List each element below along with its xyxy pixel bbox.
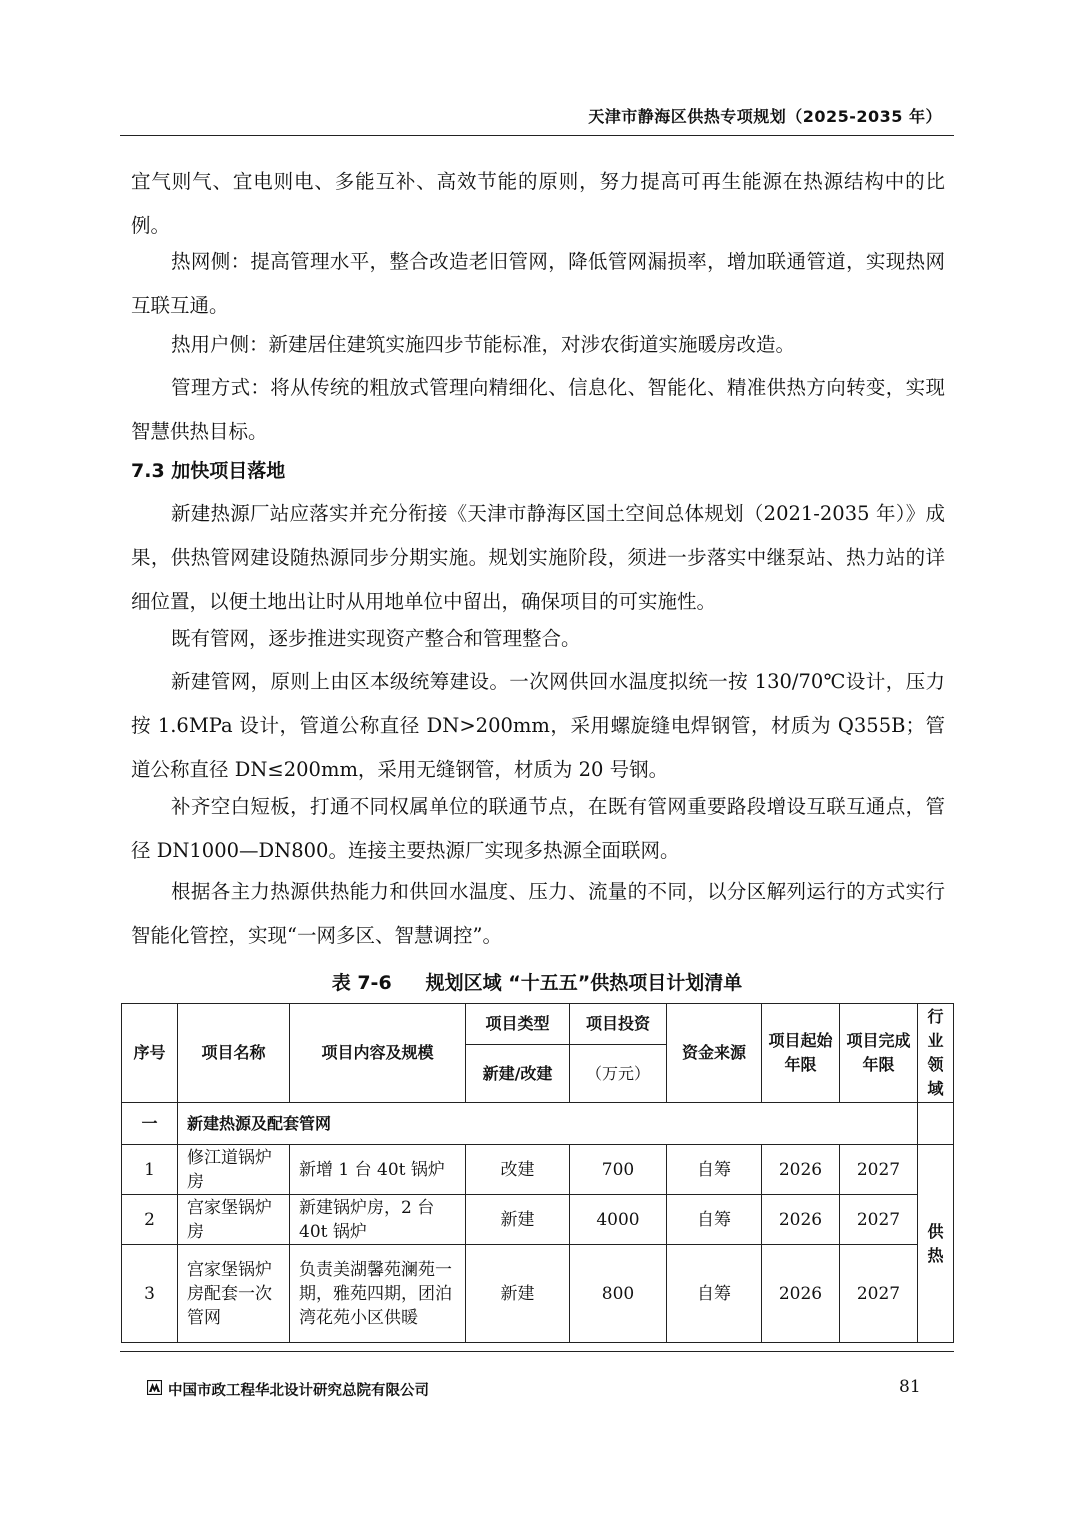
paragraph: 热用户侧：新建居住建筑实施四步节能标准，对涉农街道实施暖房改造。 [171, 333, 796, 356]
paragraph: 热网侧：提高管理水平，整合改造老旧管网，降低管网漏损率，增加联通管道，实现热网互联互通。 [131, 250, 945, 317]
table-caption-number: 表 7-6 [331, 972, 392, 994]
header-invest-unit: （万元） [570, 1045, 667, 1103]
header-end: 项目完成年限 [840, 1004, 918, 1103]
row-name: 修江道锅炉房 [178, 1145, 290, 1195]
header-type-sub: 新建/改建 [466, 1045, 570, 1103]
row-content: 新增 1 台 40t 锅炉 [290, 1145, 466, 1195]
header-industry: 行 业 领 域 [918, 1004, 954, 1103]
paragraph: 既有管网，逐步推进实现资产整合和管理整合。 [171, 627, 581, 650]
row-invest: 4000 [570, 1195, 667, 1245]
row-type: 改建 [466, 1145, 570, 1195]
page-number: 81 [899, 1377, 921, 1397]
group-industry [918, 1103, 954, 1145]
table-row [122, 1195, 954, 1245]
header-invest: 项目投资 [570, 1004, 667, 1045]
company-logo-icon [147, 1380, 162, 1395]
row-type: 新建 [466, 1195, 570, 1245]
table-row [122, 1245, 954, 1343]
paragraph: 根据各主力热源供热能力和供回水温度、压力、流量的不同，以分区解列运行的方式实行智能化管控，实现“一网多区、智慧调控”。 [131, 880, 945, 947]
header-no: 序号 [122, 1004, 178, 1103]
page-header-title: 天津市静海区供热专项规划（2025-2035 年） [588, 107, 942, 126]
row-no: 2 [122, 1195, 178, 1245]
header-name: 项目名称 [178, 1004, 290, 1103]
section-heading: 7.3 加快项目落地 [131, 460, 286, 482]
row-fund: 自筹 [667, 1145, 762, 1195]
header-content: 项目内容及规模 [290, 1004, 466, 1103]
paragraph: 补齐空白短板，打通不同权属单位的联通节点，在既有管网重要路段增设互联互通点，管径 DN1000—DN800。连接主要热源厂实现多热源全面联网。 [131, 795, 945, 862]
row-start: 2026 [762, 1145, 840, 1195]
table-row [122, 1145, 954, 1195]
row-end: 2027 [840, 1245, 918, 1343]
paragraph: 宜气则气、宜电则电、多能互补、高效节能的原则，努力提高可再生能源在热源结构中的比例。 [131, 170, 945, 237]
row-no: 3 [122, 1245, 178, 1343]
group-name: 新建热源及配套管网 [178, 1103, 918, 1145]
row-start: 2026 [762, 1245, 840, 1343]
row-name: 宫家堡锅炉房配套一次管网 [178, 1245, 290, 1343]
table-caption-title: 规划区域 “十五五”供热项目计划清单 [425, 972, 743, 994]
row-name: 宫家堡锅炉房 [178, 1195, 290, 1245]
row-end: 2027 [840, 1145, 918, 1195]
row-no: 1 [122, 1145, 178, 1195]
table-caption [0, 968, 1074, 995]
row-start: 2026 [762, 1195, 840, 1245]
header-type: 项目类型 [466, 1004, 570, 1045]
project-plan-table [121, 1003, 954, 1343]
paragraph: 管理方式：将从传统的粗放式管理向精细化、信息化、智能化、精准供热方向转变，实现智慧供热目标。 [131, 376, 945, 443]
row-content: 新建锅炉房，2 台 40t 锅炉 [290, 1195, 466, 1245]
industry-cell: 供 热 [918, 1145, 954, 1343]
footer-divider [120, 1351, 954, 1352]
row-content: 负责美湖馨苑澜苑一期，雅苑四期，团泊湾花苑小区供暖 [290, 1245, 466, 1343]
header-divider [120, 135, 954, 136]
header-fund: 资金来源 [667, 1004, 762, 1103]
row-invest: 800 [570, 1245, 667, 1343]
row-invest: 700 [570, 1145, 667, 1195]
paragraph: 新建管网，原则上由区本级统筹建设。一次网供回水温度拟统一按 130/70℃设计，压力按 1.6MPa 设计，管道公称直径 DN>200mm，采用螺旋缝电焊钢管，材质为 Q355B；管道公称直径 DN≤200mm，采用无缝钢管，材质为 20 号钢。 [131, 670, 945, 781]
row-fund: 自筹 [667, 1245, 762, 1343]
footer-company-name: 中国市政工程华北设计研究总院有限公司 [168, 1383, 429, 1399]
header-start: 项目起始年限 [762, 1004, 840, 1103]
row-end: 2027 [840, 1195, 918, 1245]
row-type: 新建 [466, 1245, 570, 1343]
paragraph: 新建热源厂站应落实并充分衔接《天津市静海区国土空间总体规划（2021-2035 年）》成果，供热管网建设随热源同步分期实施。规划实施阶段，须进一步落实中继泵站、热力站的详细位置，以便土地出让时从用地单位中留出，确保项目的可实施性。 [131, 502, 945, 613]
group-no: 一 [122, 1103, 178, 1145]
row-fund: 自筹 [667, 1195, 762, 1245]
